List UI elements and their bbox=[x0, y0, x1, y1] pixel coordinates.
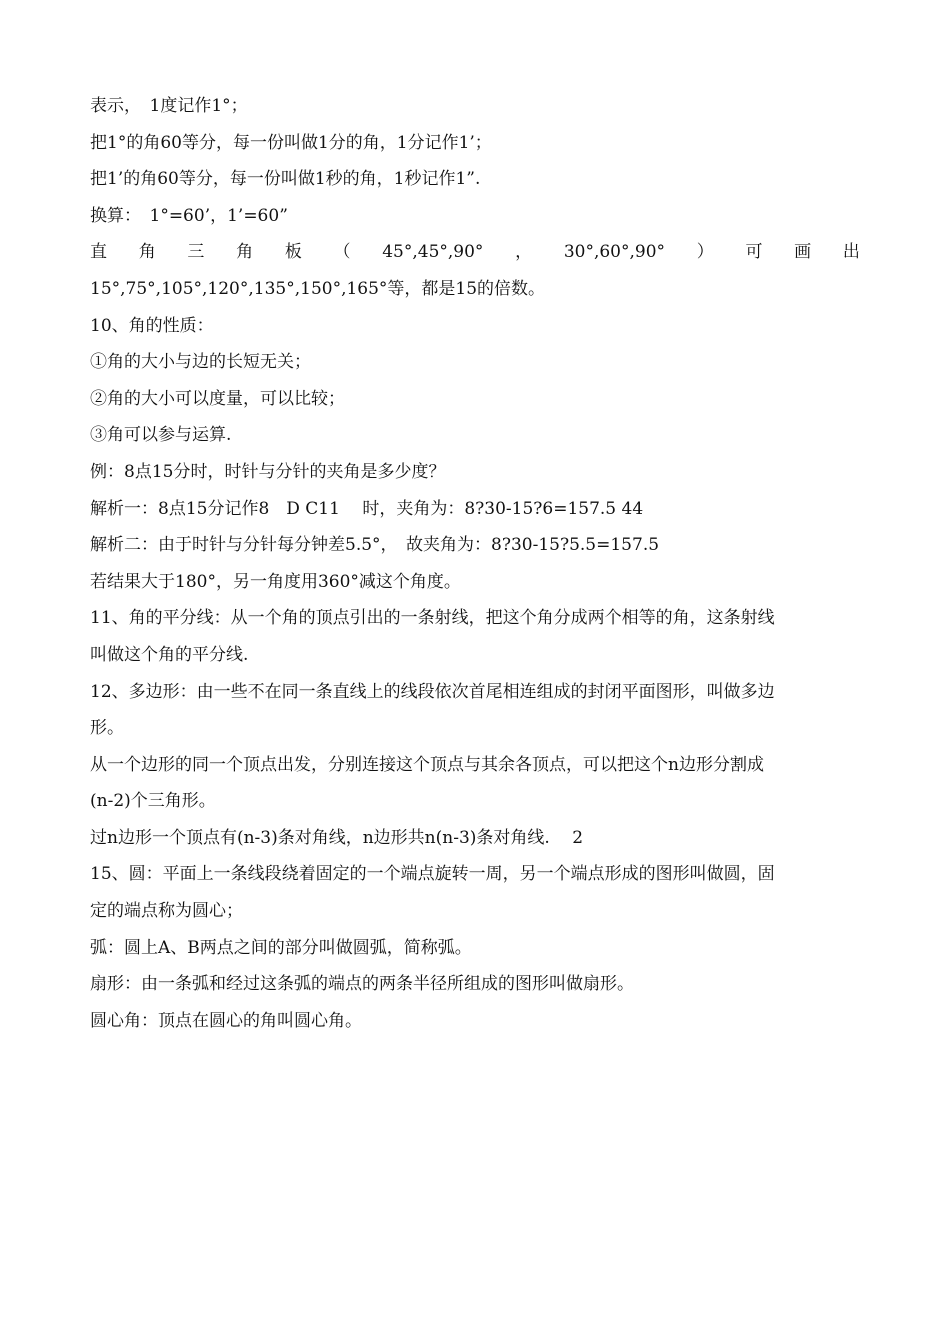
token: 三 bbox=[187, 242, 205, 263]
text-line-23: 定的端点称为圆心； bbox=[90, 901, 243, 922]
text-line-14: 若结果大于180°，另一角度用360°减这个角度。 bbox=[90, 571, 461, 592]
text-line-24: 弧：圆上A、B两点之间的部分叫做圆弧，简称弧。 bbox=[90, 937, 472, 958]
token: ， bbox=[515, 242, 533, 263]
text-line-7: 10、角的性质： bbox=[90, 315, 214, 336]
token: 画 bbox=[794, 242, 812, 263]
text-line-19: 从一个边形的同一个顶点出发，分别连接这个顶点与其余各顶点，可以把这个n边形分割成 bbox=[90, 754, 764, 775]
text-line-16: 叫做这个角的平分线. bbox=[90, 644, 249, 665]
token: 角 bbox=[138, 242, 156, 263]
text-line-26: 圆心角：顶点在圆心的角叫圆心角。 bbox=[90, 1010, 362, 1031]
text-line-12: 解析一：8点15分记作8 D C11 时，夹角为：8?30-15?6=157.5 44 bbox=[90, 498, 644, 519]
text-line-10: ③角可以参与运算. bbox=[90, 425, 232, 446]
text-line-5-justified bbox=[90, 234, 860, 271]
token: 角 bbox=[236, 242, 254, 263]
text-line-17: 12、多边形：由一些不在同一条直线上的线段依次首尾相连组成的封闭平面图形，叫做多边 bbox=[90, 681, 775, 702]
token: 30°,60°,90° bbox=[563, 242, 666, 263]
token: 直 bbox=[90, 242, 107, 263]
token: 板 bbox=[284, 242, 302, 263]
text-line-20: (n-2)个三角形。 bbox=[90, 791, 216, 812]
text-line-9: ②角的大小可以度量，可以比较； bbox=[90, 388, 345, 409]
token: （ bbox=[333, 242, 351, 263]
document-page bbox=[90, 88, 860, 1039]
text-line-11: 例：8点15分时，时针与分针的夹角是多少度？ bbox=[90, 461, 446, 482]
token: 出 bbox=[842, 242, 860, 263]
text-line-4: 换算： 1°=60’，1’=60” bbox=[90, 205, 288, 226]
text-line-21: 过n边形一个顶点有(n-3)条对角线，n边形共n(n-3)条对角线. 2 bbox=[90, 827, 584, 848]
text-line-13: 解析二：由于时针与分针每分钟差5.5°， 故夹角为：8?30-15?5.5=157.5 bbox=[90, 535, 660, 556]
text-line-15: 11、角的平分线：从一个角的顶点引出的一条射线，把这个角分成两个相等的角，这条射线 bbox=[90, 608, 775, 629]
text-line-6: 15°,75°,105°,120°,135°,150°,165°等，都是15的倍数。 bbox=[90, 278, 546, 299]
token: 可 bbox=[745, 242, 763, 263]
text-line-3: 把1’的角60等分，每一份叫做1秒的角，1秒记作1”. bbox=[90, 169, 481, 190]
text-line-18: 形。 bbox=[90, 718, 124, 739]
text-line-8: ①角的大小与边的长短无关； bbox=[90, 352, 311, 373]
text-line-25: 扇形：由一条弧和经过这条弧的端点的两条半径所组成的图形叫做扇形。 bbox=[90, 974, 634, 995]
text-line-1: 表示， 1度记作1°； bbox=[90, 96, 248, 116]
text-line-22: 15、圆：平面上一条线段绕着固定的一个端点旋转一周，另一个端点形成的图形叫做圆，固 bbox=[90, 864, 775, 885]
token: 45°,45°,90° bbox=[382, 242, 484, 263]
text-line-2: 把1°的角60等分，每一份叫做1分的角，1分记作1’； bbox=[90, 132, 492, 153]
token: ） bbox=[696, 242, 714, 263]
